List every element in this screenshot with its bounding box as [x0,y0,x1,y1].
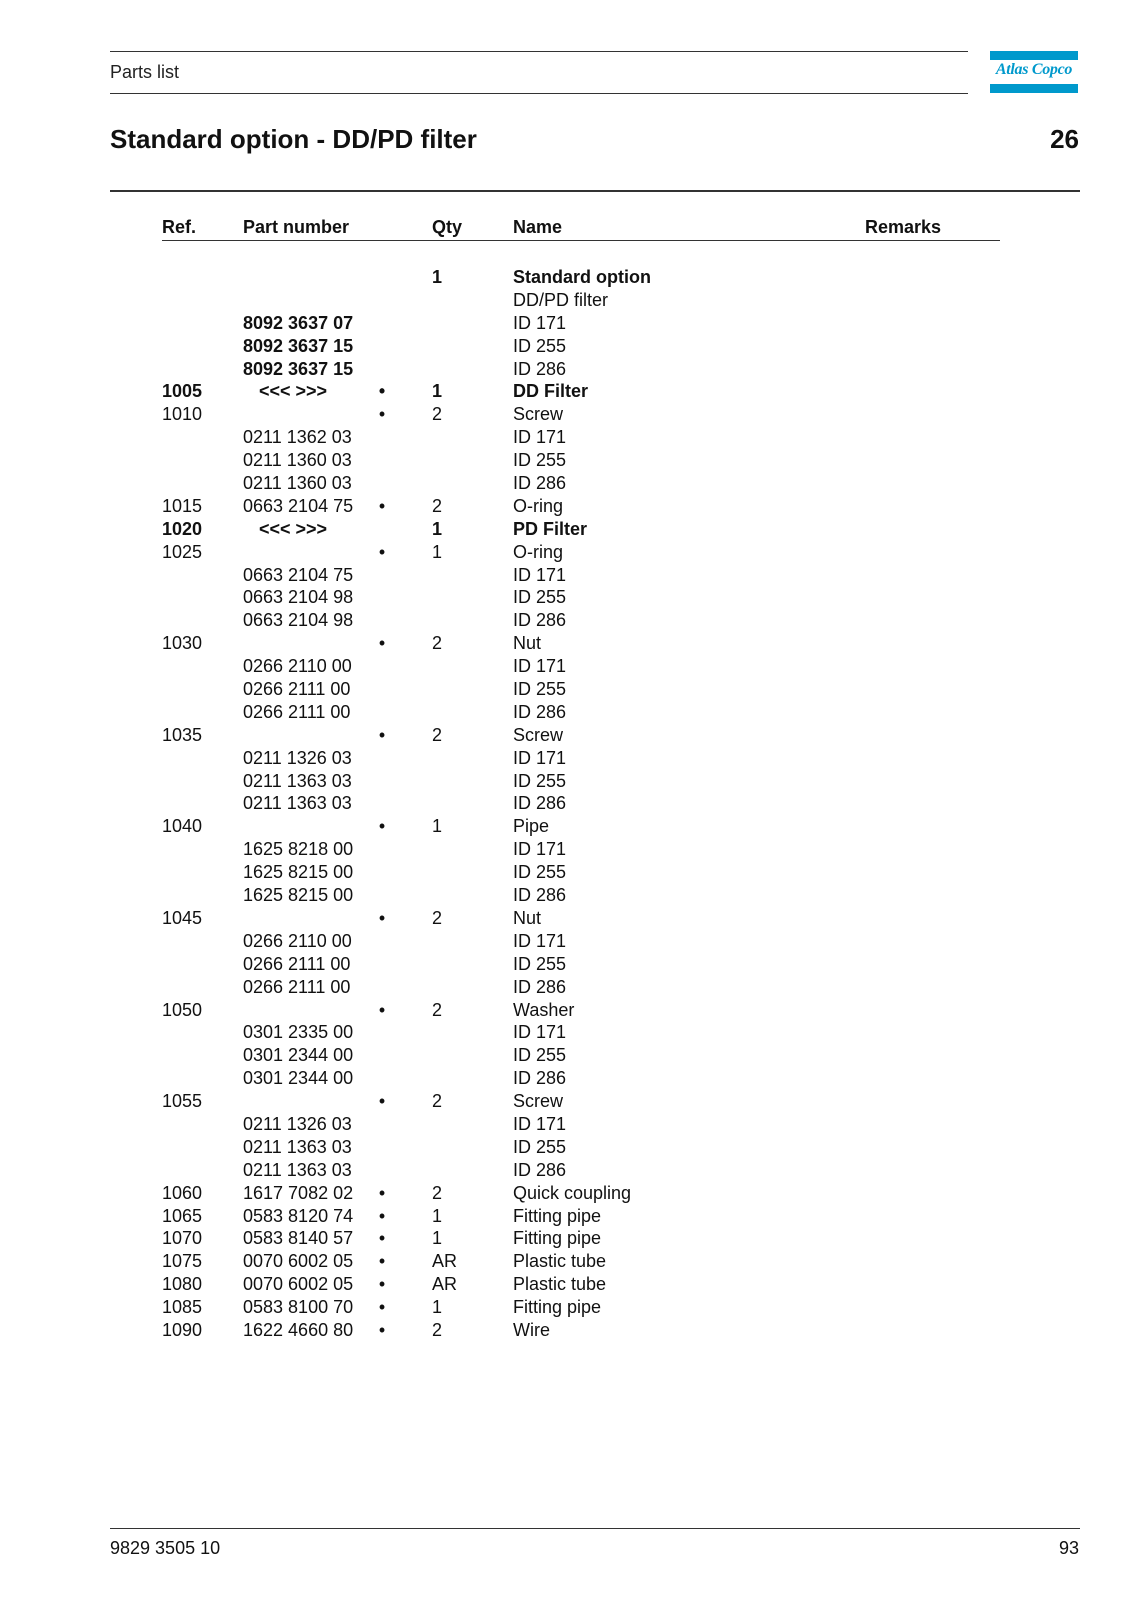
row-name: ID 171 [513,1022,567,1043]
row-ref: 1010 [162,404,203,425]
row-ref: 1060 [162,1182,203,1203]
page-title: Standard option - DD/PD filter [110,124,477,154]
row-name: Wire [513,1319,550,1340]
table-row [0,861,1131,884]
row-name: ID 286 [513,473,567,494]
row-part-number: 0663 2104 98 [243,587,354,608]
table-row [0,426,1131,449]
table-row [0,930,1131,953]
document-number: 9829 3505 10 [110,1538,221,1558]
table-row [0,1319,1131,1342]
row-part-number: 0266 2111 00 [243,953,351,974]
row-part-number: 0663 2104 98 [243,610,354,631]
row-part-number: 0583 8120 74 [243,1205,354,1226]
row-part-number: 0266 2111 00 [243,701,351,722]
table-row [0,884,1131,907]
table-row [0,358,1131,381]
row-part-number: 0070 6002 05 [243,1274,354,1295]
row-name: Washer [513,999,575,1020]
table-row [0,1136,1131,1159]
row-bullet: • [378,495,386,516]
table-row [0,335,1131,358]
column-header-part-number: Part number [243,217,350,237]
row-part-number: 0211 1363 03 [243,770,352,791]
row-qty: 1 [432,267,443,287]
row-part-number: 1625 8215 00 [243,885,354,906]
row-ref: 1085 [162,1297,203,1318]
row-part-number: 0211 1360 03 [243,450,352,471]
table-row [0,770,1131,793]
table-row [0,609,1131,632]
row-name: Screw [513,404,564,425]
row-name: Plastic tube [513,1274,607,1295]
row-bullet: • [378,1319,386,1340]
row-part-number: 0266 2111 00 [243,976,351,997]
column-header-name: Name [513,217,563,237]
row-name: Fitting pipe [513,1228,602,1249]
row-part-number: 0301 2344 00 [243,1068,354,1089]
row-name: DD Filter [513,381,589,402]
row-name: ID 255 [513,953,567,974]
row-bullet: • [378,816,386,837]
row-bullet: • [378,1274,386,1295]
table-row [0,701,1131,724]
row-name: DD/PD filter [513,289,609,310]
row-name: Nut [513,633,542,654]
row-name: PD Filter [513,518,588,539]
row-ref: 1070 [162,1228,203,1249]
row-qty: 2 [432,1091,443,1112]
row-qty: 2 [432,1319,443,1340]
table-row [0,1021,1131,1044]
row-qty: 2 [432,404,443,425]
column-header-qty: Qty [432,217,463,237]
row-ref: 1050 [162,999,203,1020]
section-label: Parts list [110,62,180,82]
row-name: ID 255 [513,450,567,471]
row-bullet: • [378,999,386,1020]
row-part-number: 0211 1363 03 [243,793,352,814]
row-name: ID 286 [513,976,567,997]
table-row [0,380,1131,403]
row-qty: 1 [432,1205,443,1226]
title-rule [110,190,1080,192]
row-name: ID 255 [513,679,567,700]
row-name: ID 171 [513,564,567,585]
row-part-number: 0663 2104 75 [243,564,354,585]
row-part-number: <<< >>> [259,381,328,402]
table-row [0,1273,1131,1296]
row-qty: 1 [432,518,443,539]
atlas-copco-logo [990,51,1078,93]
row-ref: 1055 [162,1091,203,1112]
row-name: Plastic tube [513,1251,607,1272]
table-row [0,449,1131,472]
row-bullet: • [378,907,386,928]
table-row [0,289,1131,312]
row-part-number: 0211 1363 03 [243,1136,352,1157]
row-ref: 1090 [162,1319,203,1340]
row-qty: 1 [432,1228,443,1249]
row-part-number: 0266 2111 00 [243,679,351,700]
row-ref: 1030 [162,633,203,654]
table-row [0,655,1131,678]
row-bullet: • [378,724,386,745]
row-qty: 2 [432,1182,443,1203]
row-ref: 1065 [162,1205,203,1226]
row-name: ID 286 [513,885,567,906]
row-ref: 1075 [162,1251,203,1272]
column-header-remarks: Remarks [865,217,942,237]
header-top-rule [110,51,968,52]
table-row [0,976,1131,999]
table-row [0,1227,1131,1250]
row-name: ID 286 [513,1068,567,1089]
chapter-number: 26 [1050,124,1079,154]
table-row [0,1182,1131,1205]
row-bullet: • [378,1228,386,1249]
row-bullet: • [378,1205,386,1226]
table-row [0,907,1131,930]
table-row [0,1159,1131,1182]
row-part-number: 0663 2104 75 [243,495,354,516]
row-qty: 1 [432,541,443,562]
row-qty: 1 [432,1297,443,1318]
table-row [0,792,1131,815]
row-name: Pipe [513,816,550,837]
row-bullet: • [378,633,386,654]
row-bullet: • [378,1091,386,1112]
table-row [0,1090,1131,1113]
table-row [0,564,1131,587]
row-name: ID 255 [513,587,567,608]
row-qty: 1 [432,381,443,402]
row-name: Nut [513,907,542,928]
row-name: ID 255 [513,335,567,356]
row-part-number: 0211 1326 03 [243,747,352,768]
row-name: O-ring [513,541,564,562]
row-qty: 2 [432,999,443,1020]
row-part-number: 0211 1360 03 [243,473,352,494]
row-part-number: 1617 7082 02 [243,1182,354,1203]
row-ref: 1045 [162,907,203,928]
table-row [0,1250,1131,1273]
row-part-number: 8092 3637 15 [243,335,354,356]
row-bullet: • [378,1182,386,1203]
row-name: ID 171 [513,656,567,677]
row-ref: 1020 [162,518,203,539]
table-row [0,495,1131,518]
row-bullet: • [378,1251,386,1272]
row-ref: 1035 [162,724,203,745]
row-bullet: • [378,381,386,402]
row-part-number: 0301 2335 00 [243,1022,354,1043]
row-name: ID 171 [513,747,567,768]
row-ref: 1015 [162,495,203,516]
row-ref: 1025 [162,541,203,562]
row-part-number: <<< >>> [259,518,328,539]
table-row [0,632,1131,655]
row-name: O-ring [513,495,564,516]
table-body [0,266,1131,1342]
row-part-number: 0266 2110 00 [243,656,352,677]
table-row [0,266,1131,289]
table-row [0,518,1131,541]
column-header-rule [162,240,1000,241]
row-name: ID 171 [513,1113,567,1134]
table-row [0,838,1131,861]
table-row [0,678,1131,701]
row-name: ID 286 [513,358,567,379]
row-part-number: 0583 8100 70 [243,1297,354,1318]
row-qty: AR [432,1274,458,1295]
row-part-number: 1625 8215 00 [243,862,354,883]
table-row [0,586,1131,609]
header-bottom-rule [110,93,968,94]
row-part-number: 8092 3637 15 [243,358,354,379]
row-name: Quick coupling [513,1182,632,1203]
row-name: ID 255 [513,1136,567,1157]
table-row [0,953,1131,976]
logo-bar-bottom [990,84,1078,93]
row-bullet: • [378,541,386,562]
table-row [0,403,1131,426]
row-part-number: 0301 2344 00 [243,1045,354,1066]
row-part-number: 1625 8218 00 [243,839,354,860]
row-name: ID 255 [513,1045,567,1066]
row-bullet: • [378,404,386,425]
row-name: Fitting pipe [513,1297,602,1318]
row-name: Screw [513,724,564,745]
row-name: ID 171 [513,312,567,333]
row-qty: 2 [432,495,443,516]
footer-rule [110,1528,1080,1529]
table-row [0,724,1131,747]
logo-bar-top [990,51,1078,60]
row-name: Standard option [513,267,651,287]
row-part-number: 8092 3637 07 [243,312,354,333]
row-ref: 1040 [162,816,203,837]
row-ref: 1080 [162,1274,203,1295]
table-row [0,999,1131,1022]
row-part-number: 0211 1326 03 [243,1113,352,1134]
row-name: ID 286 [513,1159,567,1180]
row-part-number: 1622 4660 80 [243,1319,354,1340]
row-qty: 1 [432,816,443,837]
table-row [0,312,1131,335]
row-ref: 1005 [162,381,203,402]
row-name: ID 255 [513,770,567,791]
page-number: 93 [1058,1538,1079,1558]
row-part-number: 0211 1363 03 [243,1159,352,1180]
row-qty: 2 [432,633,443,654]
row-name: ID 171 [513,839,567,860]
table-row [0,1044,1131,1067]
table-row [0,1067,1131,1090]
column-header-ref: Ref. [162,217,197,237]
table-row [0,815,1131,838]
logo-text: Atlas Copco [995,61,1073,78]
row-qty: 2 [432,724,443,745]
row-name: ID 286 [513,701,567,722]
table-row [0,472,1131,495]
row-name: ID 171 [513,930,567,951]
row-name: ID 286 [513,793,567,814]
row-name: Screw [513,1091,564,1112]
table-row [0,1113,1131,1136]
row-name: Fitting pipe [513,1205,602,1226]
row-qty: AR [432,1251,458,1272]
row-qty: 2 [432,907,443,928]
row-name: ID 171 [513,427,567,448]
row-name: ID 286 [513,610,567,631]
table-row [0,1296,1131,1319]
row-part-number: 0211 1362 03 [243,427,352,448]
table-row [0,1205,1131,1228]
row-part-number: 0070 6002 05 [243,1251,354,1272]
table-row [0,747,1131,770]
table-row [0,541,1131,564]
row-bullet: • [378,1297,386,1318]
row-part-number: 0583 8140 57 [243,1228,354,1249]
row-part-number: 0266 2110 00 [243,930,352,951]
row-name: ID 255 [513,862,567,883]
